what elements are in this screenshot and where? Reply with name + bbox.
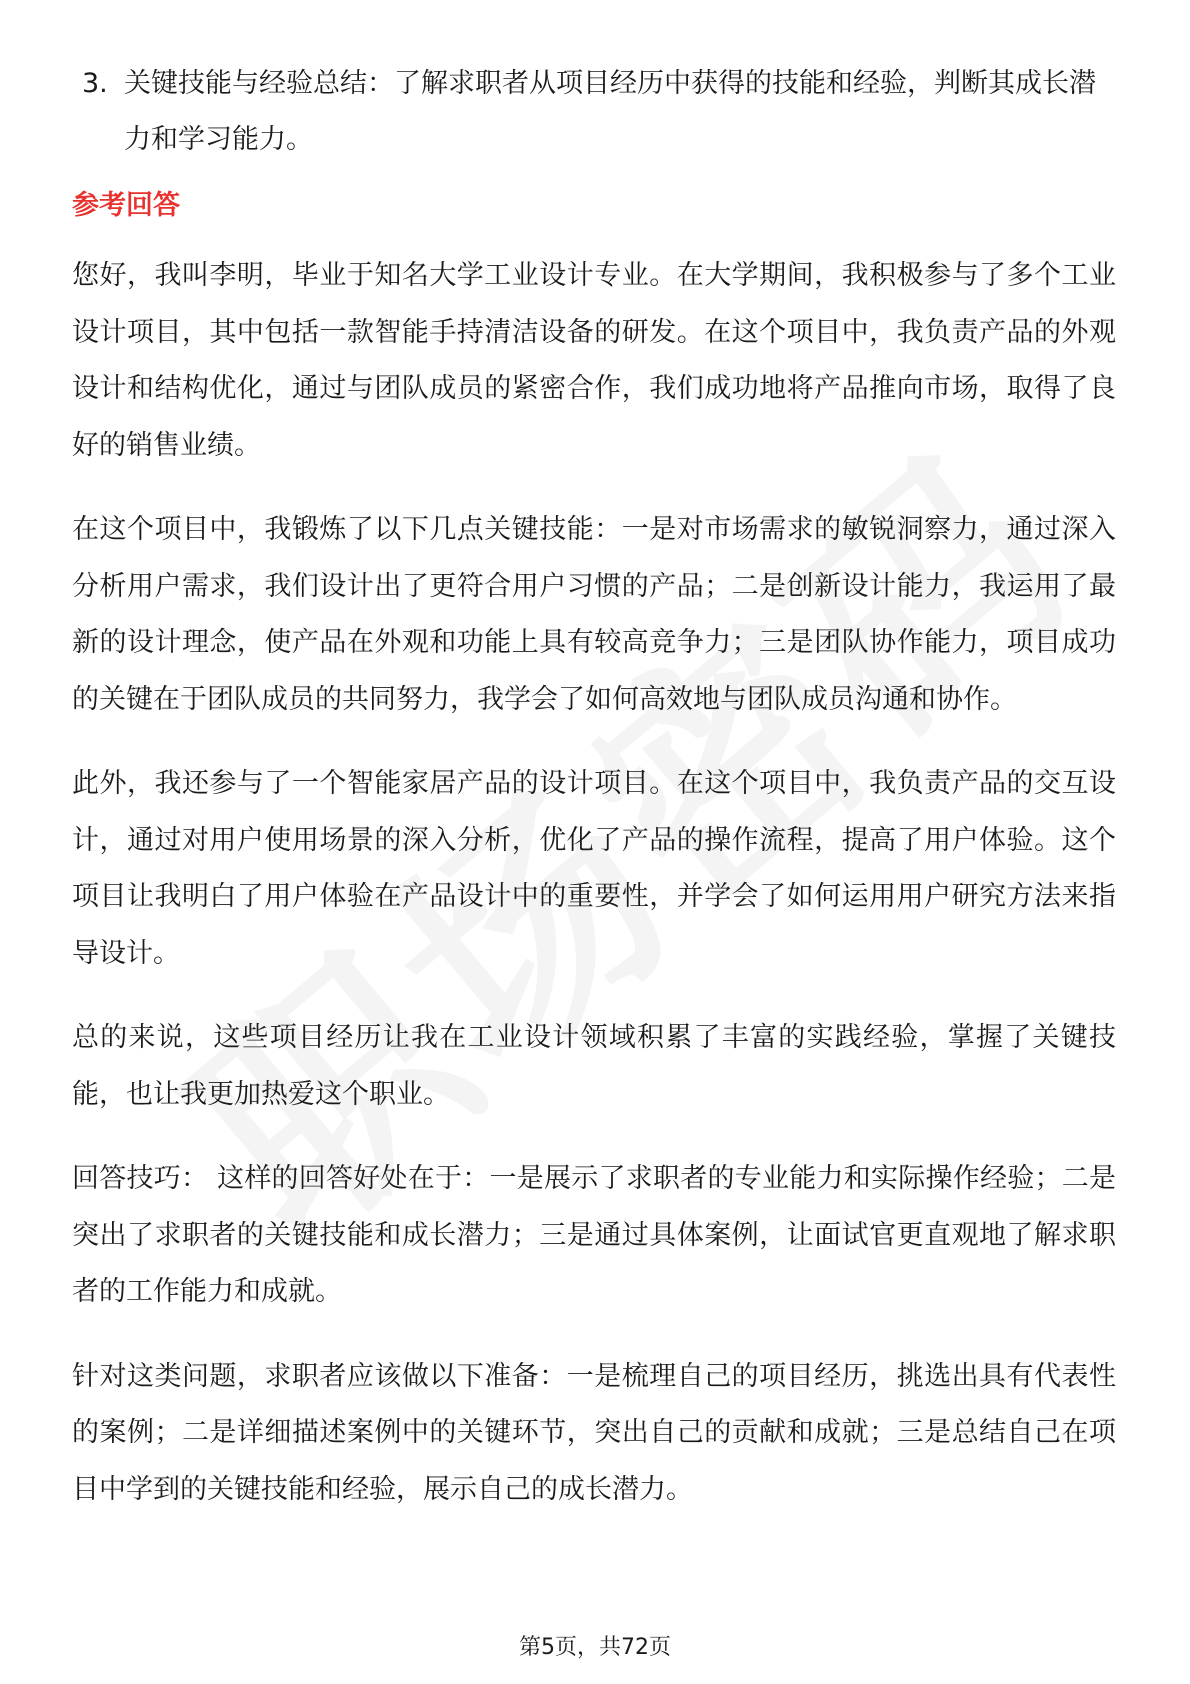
list-item-text: 关键技能与经验总结：了解求职者从项目经历中获得的技能和经验，判断其成长潜力和学习能力。 [124, 68, 1096, 155]
preparation-paragraph: 针对这类问题，求职者应该做以下准备：一是梳理自己的项目经历，挑选出具有代表性的案例；二是详细描述案例中的关键环节，突出自己的贡献和成就；三是总结自己在项目中学到的关键技能和经验，展示自己的成长潜力。 [72, 1360, 1116, 1505]
list-item [82, 56, 1116, 168]
page-content [72, 56, 1116, 1546]
answer-paragraph-skills: 在这个项目中，我锻炼了以下几点关键技能：一是对市场需求的敏锐洞察力，通过深入分析用户需求，我们设计出了更符合用户习惯的产品；二是创新设计能力，我运用了最新的设计理念，使产品在外观和功能上具有较高竞争力；三是团队协作能力，项目成功的关键在于团队成员的共同努力，我学会了如何高效地与团队成员沟通和协作。 [72, 514, 1116, 715]
section-title: 参考回答 [72, 190, 180, 221]
answer-paragraph-smart-home: 此外，我还参与了一个智能家居产品的设计项目。在这个项目中，我负责产品的交互设计，通过对用户使用场景的深入分析，优化了产品的操作流程，提高了用户体验。这个项目让我明白了用户体验在产品设计中的重要性，并学会了如何运用用户研究方法来指导设计。 [72, 768, 1116, 969]
page-footer: 第5页，共72页 [519, 1635, 671, 1660]
answer-tips-paragraph: 回答技巧： 这样的回答好处在于：一是展示了求职者的专业能力和实际操作经验；二是突出了求职者的关键技能和成长潜力；三是通过具体案例，让面试官更直观地了解求职者的工作能力和成就。 [72, 1163, 1116, 1307]
answer-paragraph-summary: 总的来说，这些项目经历让我在工业设计领域积累了丰富的实践经验，掌握了关键技能，也让我更加热爱这个职业。 [72, 1022, 1116, 1110]
list-item-number: 3. [82, 68, 108, 99]
answer-paragraph-intro: 您好，我叫李明，毕业于知名大学工业设计专业。在大学期间，我积极参与了多个工业设计项目，其中包括一款智能手持清洁设备的研发。在这个项目中，我负责产品的外观设计和结构优化，通过与团队成员的紧密合作，我们成功地将产品推向市场，取得了良好的销售业绩。 [72, 260, 1116, 461]
